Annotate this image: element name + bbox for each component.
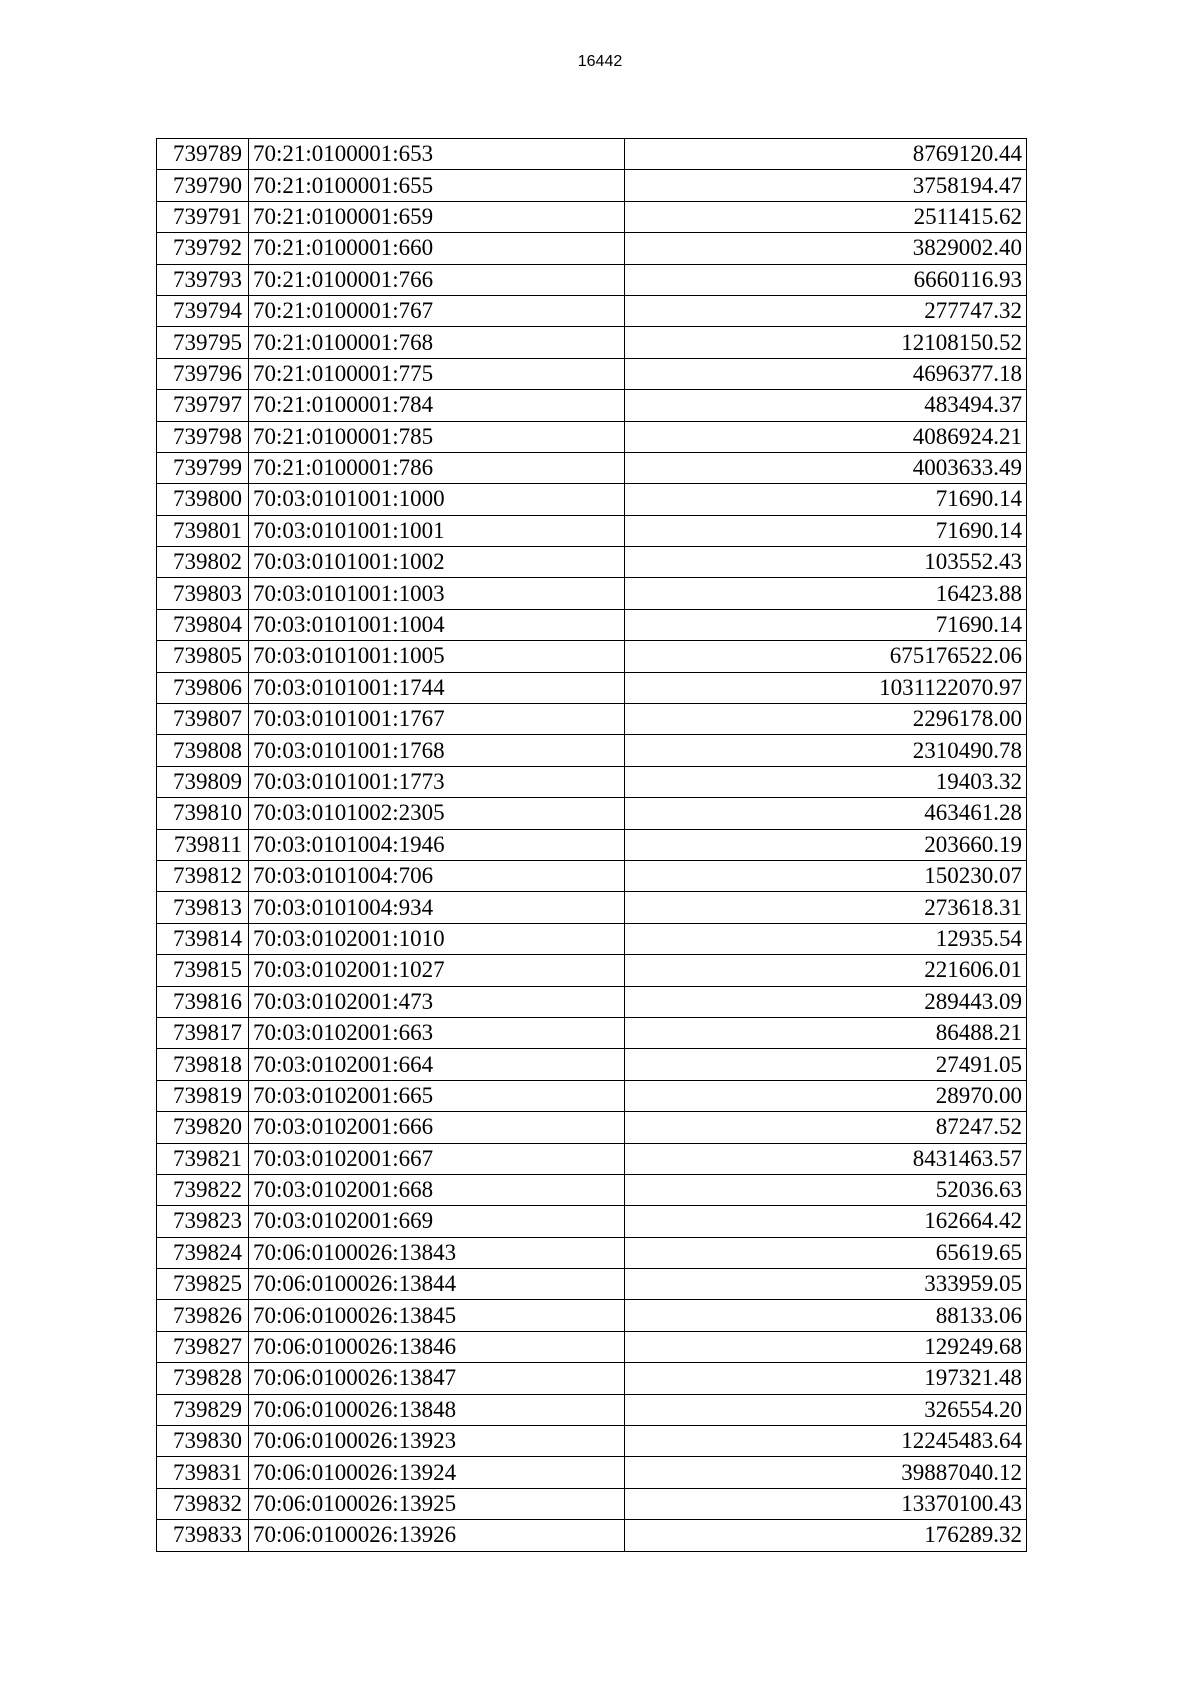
row-number-cell: 739803 (157, 578, 249, 609)
row-number-cell: 739830 (157, 1426, 249, 1457)
cadastral-number-cell: 70:06:0100026:13846 (249, 1331, 625, 1362)
cadastral-number-cell: 70:21:0100001:786 (249, 452, 625, 483)
table-row (157, 1520, 1027, 1551)
page-number: 16442 (577, 53, 623, 70)
row-number-cell: 739799 (157, 452, 249, 483)
table-row (157, 766, 1027, 797)
row-number-cell: 739801 (157, 515, 249, 546)
row-number-cell: 739807 (157, 704, 249, 735)
cadastral-value-cell: 221606.01 (625, 955, 1027, 986)
cadastral-value-cell: 4696377.18 (625, 358, 1027, 389)
row-number-cell: 739798 (157, 421, 249, 452)
table-row (157, 829, 1027, 860)
cadastral-number-cell: 70:03:0101001:1767 (249, 704, 625, 735)
cadastral-number-cell: 70:03:0101004:706 (249, 860, 625, 891)
table-row (157, 1269, 1027, 1300)
cadastral-value-cell: 4003633.49 (625, 452, 1027, 483)
cadastral-value-cell: 86488.21 (625, 1017, 1027, 1048)
cadastral-value-cell: 13370100.43 (625, 1488, 1027, 1519)
cadastral-number-cell: 70:03:0102001:665 (249, 1080, 625, 1111)
row-number-cell: 739823 (157, 1206, 249, 1237)
row-number-cell: 739805 (157, 641, 249, 672)
table-row (157, 1300, 1027, 1331)
table-row (157, 1143, 1027, 1174)
table-row (157, 1017, 1027, 1048)
row-number-cell: 739815 (157, 955, 249, 986)
table-row (157, 892, 1027, 923)
cadastral-value-cell: 39887040.12 (625, 1457, 1027, 1488)
table-row (157, 923, 1027, 954)
table-row (157, 1488, 1027, 1519)
cadastral-number-cell: 70:06:0100026:13847 (249, 1363, 625, 1394)
cadastral-number-cell: 70:21:0100001:655 (249, 170, 625, 201)
row-number-cell: 739795 (157, 327, 249, 358)
cadastral-number-cell: 70:03:0101001:1773 (249, 766, 625, 797)
cadastral-number-cell: 70:03:0101001:1004 (249, 609, 625, 640)
cadastral-value-cell: 65619.65 (625, 1237, 1027, 1268)
row-number-cell: 739813 (157, 892, 249, 923)
cadastral-value-cell: 2310490.78 (625, 735, 1027, 766)
table-row (157, 327, 1027, 358)
cadastral-value-cell: 333959.05 (625, 1269, 1027, 1300)
cadastral-value-cell: 2296178.00 (625, 704, 1027, 735)
cadastral-value-cell: 203660.19 (625, 829, 1027, 860)
row-number-cell: 739820 (157, 1112, 249, 1143)
row-number-cell: 739826 (157, 1300, 249, 1331)
cadastral-number-cell: 70:03:0102001:473 (249, 986, 625, 1017)
cadastral-number-cell: 70:06:0100026:13845 (249, 1300, 625, 1331)
table-row (157, 735, 1027, 766)
row-number-cell: 739800 (157, 484, 249, 515)
cadastral-number-cell: 70:21:0100001:659 (249, 201, 625, 232)
cadastral-value-cell: 28970.00 (625, 1080, 1027, 1111)
row-number-cell: 739802 (157, 547, 249, 578)
row-number-cell: 739796 (157, 358, 249, 389)
cadastral-number-cell: 70:21:0100001:785 (249, 421, 625, 452)
table-row (157, 1080, 1027, 1111)
table-row (157, 358, 1027, 389)
cadastral-number-cell: 70:03:0102001:668 (249, 1174, 625, 1205)
cadastral-number-cell: 70:21:0100001:784 (249, 390, 625, 421)
table-row (157, 1457, 1027, 1488)
row-number-cell: 739804 (157, 609, 249, 640)
row-number-cell: 739808 (157, 735, 249, 766)
row-number-cell: 739818 (157, 1049, 249, 1080)
table-row (157, 264, 1027, 295)
row-number-cell: 739791 (157, 201, 249, 232)
cadastral-value-cell: 8769120.44 (625, 139, 1027, 170)
cadastral-value-cell: 88133.06 (625, 1300, 1027, 1331)
cadastral-number-cell: 70:03:0102001:663 (249, 1017, 625, 1048)
cadastral-number-cell: 70:21:0100001:775 (249, 358, 625, 389)
table-row (157, 1331, 1027, 1362)
row-number-cell: 739792 (157, 233, 249, 264)
cadastral-value-cell: 6660116.93 (625, 264, 1027, 295)
row-number-cell: 739831 (157, 1457, 249, 1488)
table-row (157, 390, 1027, 421)
table-row (157, 1394, 1027, 1425)
cadastral-value-cell: 2511415.62 (625, 201, 1027, 232)
table-row (157, 798, 1027, 829)
table-row (157, 1112, 1027, 1143)
cadastral-value-cell: 103552.43 (625, 547, 1027, 578)
cadastral-value-cell: 289443.09 (625, 986, 1027, 1017)
cadastral-value-cell: 19403.32 (625, 766, 1027, 797)
row-number-cell: 739822 (157, 1174, 249, 1205)
table-row (157, 515, 1027, 546)
cadastral-value-cell: 176289.32 (625, 1520, 1027, 1551)
table-row (157, 1206, 1027, 1237)
row-number-cell: 739832 (157, 1488, 249, 1519)
cadastral-value-cell: 197321.48 (625, 1363, 1027, 1394)
cadastral-value-cell: 273618.31 (625, 892, 1027, 923)
cadastral-number-cell: 70:03:0101001:1005 (249, 641, 625, 672)
row-number-cell: 739789 (157, 139, 249, 170)
cadastral-value-cell: 129249.68 (625, 1331, 1027, 1362)
table-row (157, 139, 1027, 170)
row-number-cell: 739810 (157, 798, 249, 829)
table-row (157, 170, 1027, 201)
table-row (157, 955, 1027, 986)
cadastral-number-cell: 70:03:0101001:1003 (249, 578, 625, 609)
cadastral-number-cell: 70:03:0101001:1000 (249, 484, 625, 515)
cadastral-number-cell: 70:06:0100026:13926 (249, 1520, 625, 1551)
cadastral-number-cell: 70:03:0101001:1768 (249, 735, 625, 766)
cadastral-value-table (156, 138, 1027, 1552)
cadastral-value-cell: 12935.54 (625, 923, 1027, 954)
row-number-cell: 739790 (157, 170, 249, 201)
cadastral-number-cell: 70:06:0100026:13848 (249, 1394, 625, 1425)
cadastral-number-cell: 70:21:0100001:660 (249, 233, 625, 264)
cadastral-number-cell: 70:03:0102001:666 (249, 1112, 625, 1143)
cadastral-number-cell: 70:03:0101001:1002 (249, 547, 625, 578)
row-number-cell: 739816 (157, 986, 249, 1017)
cadastral-number-cell: 70:06:0100026:13924 (249, 1457, 625, 1488)
table-row (157, 484, 1027, 515)
cadastral-value-cell: 71690.14 (625, 609, 1027, 640)
cadastral-value-cell: 16423.88 (625, 578, 1027, 609)
table-row (157, 1174, 1027, 1205)
cadastral-value-cell: 8431463.57 (625, 1143, 1027, 1174)
cadastral-number-cell: 70:03:0101004:934 (249, 892, 625, 923)
table-row (157, 641, 1027, 672)
cadastral-value-cell: 4086924.21 (625, 421, 1027, 452)
cadastral-value-cell: 12108150.52 (625, 327, 1027, 358)
cadastral-number-cell: 70:03:0102001:1010 (249, 923, 625, 954)
row-number-cell: 739812 (157, 860, 249, 891)
table-body (157, 139, 1027, 1552)
table-row (157, 578, 1027, 609)
table-row (157, 452, 1027, 483)
cadastral-value-cell: 162664.42 (625, 1206, 1027, 1237)
row-number-cell: 739793 (157, 264, 249, 295)
cadastral-value-cell: 483494.37 (625, 390, 1027, 421)
cadastral-number-cell: 70:06:0100026:13843 (249, 1237, 625, 1268)
row-number-cell: 739824 (157, 1237, 249, 1268)
cadastral-value-cell: 326554.20 (625, 1394, 1027, 1425)
cadastral-value-cell: 71690.14 (625, 515, 1027, 546)
row-number-cell: 739797 (157, 390, 249, 421)
row-number-cell: 739819 (157, 1080, 249, 1111)
table-row (157, 547, 1027, 578)
cadastral-value-cell: 1031122070.97 (625, 672, 1027, 703)
row-number-cell: 739828 (157, 1363, 249, 1394)
cadastral-number-cell: 70:03:0102001:1027 (249, 955, 625, 986)
table-row (157, 1426, 1027, 1457)
table-row (157, 1049, 1027, 1080)
table-row (157, 986, 1027, 1017)
cadastral-number-cell: 70:21:0100001:653 (249, 139, 625, 170)
table-row (157, 704, 1027, 735)
table-row (157, 860, 1027, 891)
table-row (157, 609, 1027, 640)
row-number-cell: 739821 (157, 1143, 249, 1174)
table-row (157, 1237, 1027, 1268)
row-number-cell: 739811 (157, 829, 249, 860)
row-number-cell: 739817 (157, 1017, 249, 1048)
row-number-cell: 739827 (157, 1331, 249, 1362)
cadastral-number-cell: 70:03:0101002:2305 (249, 798, 625, 829)
row-number-cell: 739809 (157, 766, 249, 797)
cadastral-number-cell: 70:03:0101001:1001 (249, 515, 625, 546)
cadastral-value-cell: 675176522.06 (625, 641, 1027, 672)
cadastral-value-cell: 277747.32 (625, 295, 1027, 326)
cadastral-number-cell: 70:21:0100001:766 (249, 264, 625, 295)
cadastral-value-cell: 27491.05 (625, 1049, 1027, 1080)
cadastral-number-cell: 70:21:0100001:767 (249, 295, 625, 326)
cadastral-value-cell: 150230.07 (625, 860, 1027, 891)
row-number-cell: 739814 (157, 923, 249, 954)
row-number-cell: 739833 (157, 1520, 249, 1551)
cadastral-value-cell: 87247.52 (625, 1112, 1027, 1143)
cadastral-value-cell: 71690.14 (625, 484, 1027, 515)
cadastral-number-cell: 70:06:0100026:13925 (249, 1488, 625, 1519)
cadastral-number-cell: 70:06:0100026:13844 (249, 1269, 625, 1300)
cadastral-value-cell: 463461.28 (625, 798, 1027, 829)
cadastral-number-cell: 70:03:0102001:669 (249, 1206, 625, 1237)
row-number-cell: 739794 (157, 295, 249, 326)
table-row (157, 1363, 1027, 1394)
cadastral-number-cell: 70:03:0101004:1946 (249, 829, 625, 860)
row-number-cell: 739829 (157, 1394, 249, 1425)
cadastral-number-cell: 70:03:0101001:1744 (249, 672, 625, 703)
row-number-cell: 739806 (157, 672, 249, 703)
table-row (157, 201, 1027, 232)
cadastral-value-cell: 52036.63 (625, 1174, 1027, 1205)
table-row (157, 295, 1027, 326)
row-number-cell: 739825 (157, 1269, 249, 1300)
cadastral-number-cell: 70:03:0102001:664 (249, 1049, 625, 1080)
table-row (157, 421, 1027, 452)
table-row (157, 233, 1027, 264)
cadastral-number-cell: 70:06:0100026:13923 (249, 1426, 625, 1457)
table-row (157, 672, 1027, 703)
cadastral-number-cell: 70:03:0102001:667 (249, 1143, 625, 1174)
cadastral-value-cell: 3758194.47 (625, 170, 1027, 201)
cadastral-number-cell: 70:21:0100001:768 (249, 327, 625, 358)
cadastral-value-cell: 12245483.64 (625, 1426, 1027, 1457)
cadastral-value-cell: 3829002.40 (625, 233, 1027, 264)
